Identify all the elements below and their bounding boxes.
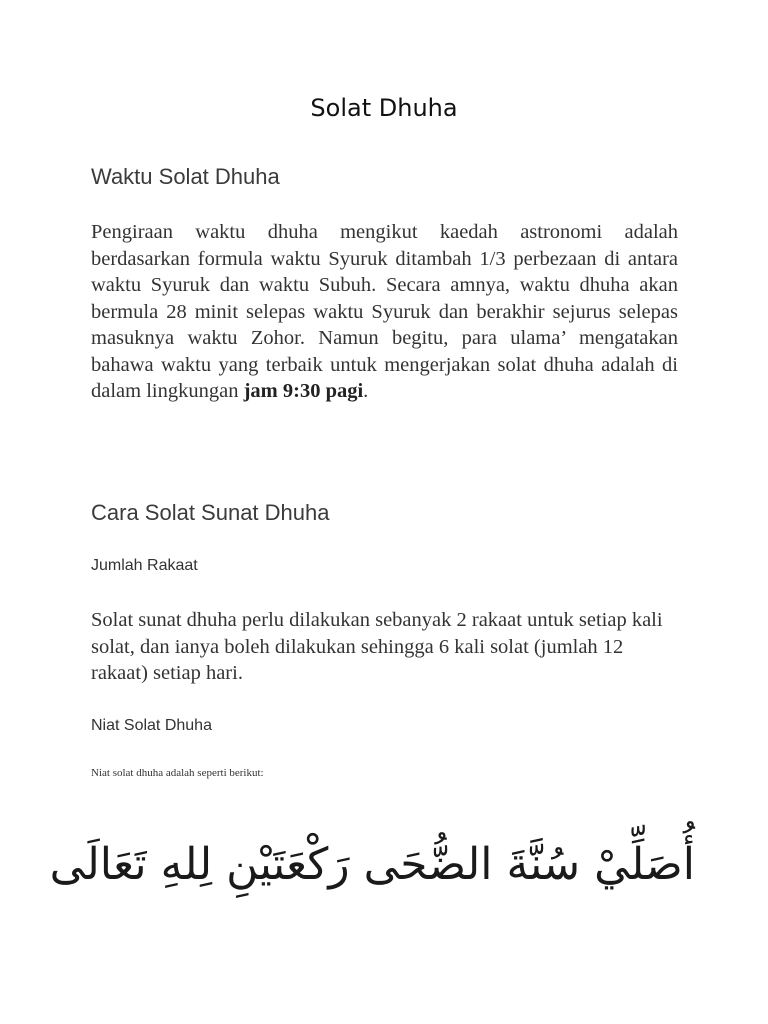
section-heading-waktu: Waktu Solat Dhuha <box>91 164 280 189</box>
paragraph-jumlah-rakaat: Solat sunat dhuha perlu dilakukan sebanyak 2 rakaat untuk setiap kali solat, dan ianya boleh dilakukan sehingga 6 kali solat (jumlah 12 rakaat) setiap hari. <box>91 609 663 684</box>
niat-note: Niat solat dhuha adalah seperti berikut: <box>91 767 264 779</box>
page-title: Solat Dhuha <box>310 94 458 122</box>
subheading-jumlah-rakaat: Jumlah Rakaat <box>91 557 198 574</box>
paragraph-waktu-text: Pengiraan waktu dhuha mengikut kaedah astronomi adalah berdasarkan formula waktu Syuruk ditambah 1/3 perbezaan di antara waktu Syuruk dan waktu Subuh. Secara amnya, waktu dhuha akan bermula 28 minit selepas waktu Syuruk dan berakhir sejurus selepas masuknya waktu Zohor. Namun begitu, para ulama’ mengatakan bahawa waktu yang terbaik untuk mengerjakan solat dhuha adalah di dalam lingkungan <box>91 221 678 402</box>
paragraph-waktu-end: . <box>363 380 369 402</box>
section-heading-cara: Cara Solat Sunat Dhuha <box>91 500 330 525</box>
paragraph-waktu-bold: jam 9:30 pagi <box>243 380 364 402</box>
arabic-niat-text: أُصَلِّيْ سُنَّةَ الضُّحَى رَكْعَتَيْنِ لِلهِ تَعَالَى <box>49 839 695 890</box>
paragraph-waktu <box>91 219 678 405</box>
subheading-niat: Niat Solat Dhuha <box>91 717 212 734</box>
